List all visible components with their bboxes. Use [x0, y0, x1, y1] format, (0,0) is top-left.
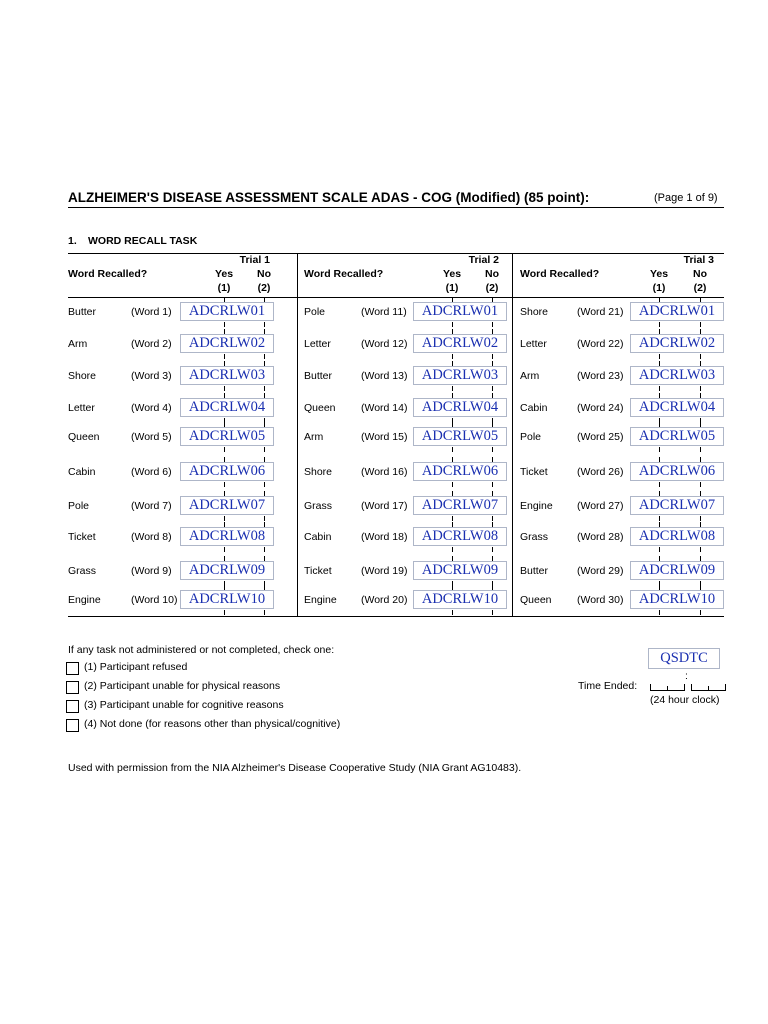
word-number: (Word 18)	[361, 531, 408, 543]
word-number: (Word 4)	[131, 402, 172, 414]
recall-word: Shore	[520, 306, 549, 318]
section-label: WORD RECALL TASK	[88, 235, 198, 247]
yes-label: Yes	[214, 268, 234, 280]
recall-code-field[interactable]: ADCRLW02	[180, 334, 274, 353]
no-code: (2)	[257, 282, 271, 294]
table-header-rule	[68, 297, 724, 298]
no-tick-bottom	[264, 354, 265, 359]
no-tick-bottom	[492, 447, 493, 452]
word-number: (Word 5)	[131, 431, 172, 443]
recall-word: Arm	[304, 431, 324, 443]
recall-code-field[interactable]: ADCRLW02	[630, 334, 724, 353]
no-tick-top	[492, 522, 493, 527]
yes-tick-bottom	[452, 386, 453, 391]
yes-tick-bottom	[659, 447, 660, 452]
yes-tick-bottom	[452, 447, 453, 452]
yes-tick-top	[452, 522, 453, 527]
word-number: (Word 30)	[577, 594, 624, 606]
yes-tick-top	[452, 457, 453, 462]
page-number: (Page 1 of 9)	[654, 192, 718, 204]
yes-tick-top	[224, 585, 225, 590]
yes-label: Yes	[442, 268, 462, 280]
recall-word: Cabin	[304, 531, 332, 543]
yes-tick-bottom	[452, 610, 453, 615]
recall-code-field[interactable]: ADCRLW04	[630, 398, 724, 417]
yes-label: Yes	[649, 268, 669, 280]
no-tick-top	[492, 585, 493, 590]
recall-code-field[interactable]: ADCRLW10	[413, 590, 507, 609]
yes-tick-top	[659, 361, 660, 366]
option-checkbox-2[interactable]	[66, 681, 79, 694]
yes-code: (1)	[652, 282, 666, 294]
yes-tick-top	[659, 556, 660, 561]
no-tick-bottom	[264, 610, 265, 615]
yes-tick-top	[452, 422, 453, 427]
word-number: (Word 8)	[131, 531, 172, 543]
yes-tick-bottom	[452, 354, 453, 359]
no-tick-top	[264, 522, 265, 527]
recall-code-field[interactable]: ADCRLW05	[630, 427, 724, 446]
yes-tick-top	[452, 329, 453, 334]
yes-tick-bottom	[452, 547, 453, 552]
no-tick-top	[700, 585, 701, 590]
yes-tick-top	[224, 361, 225, 366]
yes-tick-top	[224, 457, 225, 462]
word-number: (Word 10)	[131, 594, 178, 606]
no-tick-bottom	[700, 516, 701, 521]
no-tick-bottom	[492, 386, 493, 391]
word-number: (Word 17)	[361, 500, 408, 512]
word-number: (Word 11)	[361, 306, 407, 318]
recall-code-field[interactable]: ADCRLW07	[413, 496, 507, 515]
yes-tick-bottom	[659, 547, 660, 552]
recall-word: Cabin	[68, 466, 96, 478]
recall-word: Shore	[304, 466, 333, 478]
yes-tick-bottom	[659, 516, 660, 521]
word-number: (Word 29)	[577, 565, 624, 577]
yes-tick-top	[224, 491, 225, 496]
recall-code-field[interactable]: ADCRLW09	[413, 561, 507, 580]
no-tick-top	[264, 329, 265, 334]
recall-code-field[interactable]: ADCRLW06	[413, 462, 507, 481]
yes-tick-bottom	[224, 482, 225, 487]
recall-code-field[interactable]: ADCRLW09	[180, 561, 274, 580]
word-recalled-header: Word Recalled?	[304, 268, 384, 280]
no-tick-top	[700, 329, 701, 334]
time-ended-field[interactable]: QSDTC	[648, 648, 720, 669]
recall-word: Letter	[304, 338, 331, 350]
no-tick-bottom	[492, 322, 493, 327]
not-administered-prompt: If any task not administered or not completed, check one:	[68, 644, 335, 656]
no-tick-bottom	[700, 547, 701, 552]
word-number: (Word 27)	[577, 500, 624, 512]
yes-tick-bottom	[224, 354, 225, 359]
no-tick-bottom	[264, 516, 265, 521]
column-divider-1	[297, 253, 298, 616]
yes-tick-top	[224, 297, 225, 302]
time-separator: :	[685, 670, 688, 682]
no-tick-bottom	[492, 482, 493, 487]
recall-word: Butter	[68, 306, 97, 318]
recall-code-field[interactable]: ADCRLW06	[180, 462, 274, 481]
recall-code-field[interactable]: ADCRLW08	[180, 527, 274, 546]
yes-tick-bottom	[224, 610, 225, 615]
no-tick-top	[492, 422, 493, 427]
no-tick-bottom	[700, 447, 701, 452]
no-code: (2)	[485, 282, 499, 294]
word-recalled-header: Word Recalled?	[68, 268, 148, 280]
yes-tick-bottom	[659, 322, 660, 327]
yes-tick-bottom	[224, 516, 225, 521]
yes-tick-bottom	[224, 322, 225, 327]
word-number: (Word 7)	[131, 500, 172, 512]
word-number: (Word 9)	[131, 565, 172, 577]
word-number: (Word 20)	[361, 594, 408, 606]
no-tick-top	[492, 329, 493, 334]
trial-label-1: Trial 1	[239, 254, 270, 266]
recall-code-field[interactable]: ADCRLW01	[630, 302, 724, 321]
yes-tick-top	[659, 457, 660, 462]
yes-tick-top	[224, 522, 225, 527]
no-tick-top	[492, 491, 493, 496]
yes-code: (1)	[445, 282, 459, 294]
word-number: (Word 28)	[577, 531, 624, 543]
option-label-3: (3) Participant unable for cognitive reasons	[84, 699, 284, 711]
yes-tick-bottom	[452, 516, 453, 521]
recall-word: Grass	[520, 531, 549, 543]
word-number: (Word 26)	[577, 466, 624, 478]
yes-tick-top	[659, 393, 660, 398]
yes-tick-bottom	[452, 482, 453, 487]
recall-word: Engine	[68, 594, 101, 606]
word-number: (Word 16)	[361, 466, 408, 478]
recall-word: Queen	[68, 431, 100, 443]
option-label-2: (2) Participant unable for physical reasons	[84, 680, 281, 692]
option-label-4: (4) Not done (for reasons other than physical/cognitive)	[84, 718, 341, 730]
word-number: (Word 1)	[131, 306, 172, 318]
yes-code: (1)	[217, 282, 231, 294]
no-tick-top	[700, 457, 701, 462]
word-number: (Word 14)	[361, 402, 408, 414]
recall-word: Grass	[304, 500, 333, 512]
yes-tick-bottom	[224, 386, 225, 391]
no-tick-top	[264, 393, 265, 398]
yes-tick-top	[659, 491, 660, 496]
time-entry-boxes[interactable]	[648, 680, 728, 692]
no-tick-top	[700, 393, 701, 398]
no-tick-top	[264, 297, 265, 302]
no-tick-top	[492, 457, 493, 462]
recall-word: Pole	[304, 306, 326, 318]
no-tick-bottom	[264, 447, 265, 452]
yes-tick-top	[452, 297, 453, 302]
yes-tick-top	[224, 422, 225, 427]
no-tick-top	[264, 457, 265, 462]
yes-tick-top	[224, 329, 225, 334]
yes-tick-top	[659, 329, 660, 334]
trial-label-2: Trial 2	[468, 254, 499, 266]
word-number: (Word 12)	[361, 338, 408, 350]
recall-word: Butter	[520, 565, 549, 577]
recall-word: Shore	[68, 370, 97, 382]
no-tick-bottom	[492, 610, 493, 615]
permission-note: Used with permission from the NIA Alzheimer's Disease Cooperative Study (NIA Grant AG10483).	[68, 762, 522, 774]
section-heading	[68, 235, 197, 247]
yes-tick-top	[452, 491, 453, 496]
no-tick-top	[700, 491, 701, 496]
no-tick-bottom	[700, 482, 701, 487]
no-label: No	[257, 268, 271, 280]
recall-word: Ticket	[520, 466, 548, 478]
word-number: (Word 23)	[577, 370, 624, 382]
no-label: No	[693, 268, 707, 280]
column-divider-2	[512, 253, 513, 616]
recall-word: Grass	[68, 565, 97, 577]
yes-tick-bottom	[659, 482, 660, 487]
no-tick-top	[264, 585, 265, 590]
recall-code-field[interactable]: ADCRLW03	[630, 366, 724, 385]
option-checkbox-4[interactable]	[66, 719, 79, 732]
recall-code-field[interactable]: ADCRLW01	[180, 302, 274, 321]
yes-tick-bottom	[659, 354, 660, 359]
recall-word: Letter	[520, 338, 547, 350]
no-tick-bottom	[264, 482, 265, 487]
yes-tick-top	[659, 585, 660, 590]
recall-word: Pole	[520, 431, 542, 443]
word-number: (Word 21)	[577, 306, 624, 318]
word-number: (Word 13)	[361, 370, 408, 382]
no-tick-top	[264, 556, 265, 561]
no-tick-top	[700, 556, 701, 561]
recall-code-field[interactable]: ADCRLW04	[180, 398, 274, 417]
word-number: (Word 6)	[131, 466, 172, 478]
recall-code-field[interactable]: ADCRLW07	[630, 496, 724, 515]
recall-word: Arm	[68, 338, 88, 350]
no-tick-top	[264, 422, 265, 427]
recall-word: Ticket	[304, 565, 332, 577]
no-tick-top	[492, 393, 493, 398]
recall-code-field[interactable]: ADCRLW08	[630, 527, 724, 546]
word-number: (Word 22)	[577, 338, 624, 350]
yes-tick-top	[452, 556, 453, 561]
recall-word: Engine	[520, 500, 553, 512]
yes-tick-top	[659, 522, 660, 527]
yes-tick-top	[452, 393, 453, 398]
yes-tick-bottom	[659, 386, 660, 391]
no-tick-top	[700, 361, 701, 366]
no-tick-bottom	[700, 386, 701, 391]
recall-code-field[interactable]: ADCRLW03	[180, 366, 274, 385]
yes-tick-top	[452, 585, 453, 590]
word-number: (Word 25)	[577, 431, 624, 443]
no-tick-bottom	[492, 516, 493, 521]
yes-tick-top	[659, 422, 660, 427]
recall-word: Butter	[304, 370, 333, 382]
option-checkbox-1[interactable]	[66, 662, 79, 675]
no-tick-top	[264, 491, 265, 496]
recall-code-field[interactable]: ADCRLW09	[630, 561, 724, 580]
no-tick-bottom	[700, 354, 701, 359]
recall-word: Queen	[304, 402, 336, 414]
no-tick-bottom	[700, 322, 701, 327]
recall-word: Ticket	[68, 531, 96, 543]
no-tick-top	[492, 556, 493, 561]
yes-tick-bottom	[452, 322, 453, 327]
no-tick-bottom	[492, 547, 493, 552]
time-ended-label: Time Ended:	[578, 680, 638, 692]
yes-tick-top	[224, 393, 225, 398]
table-top-rule	[68, 253, 724, 254]
recall-word: Queen	[520, 594, 552, 606]
recall-word: Letter	[68, 402, 95, 414]
no-tick-top	[492, 297, 493, 302]
recall-code-field[interactable]: ADCRLW05	[180, 427, 274, 446]
recall-code-field[interactable]: ADCRLW08	[413, 527, 507, 546]
recall-word: Engine	[304, 594, 337, 606]
recall-code-field[interactable]: ADCRLW05	[413, 427, 507, 446]
recall-code-field[interactable]: ADCRLW01	[413, 302, 507, 321]
no-code: (2)	[693, 282, 707, 294]
word-number: (Word 3)	[131, 370, 172, 382]
title-rule	[68, 207, 724, 208]
table-bottom-rule	[68, 616, 724, 617]
no-tick-bottom	[264, 386, 265, 391]
yes-tick-bottom	[224, 547, 225, 552]
word-number: (Word 19)	[361, 565, 408, 577]
form-title: ALZHEIMER'S DISEASE ASSESSMENT SCALE ADAS - COG (Modified) (85 point):	[68, 190, 590, 205]
recall-word: Cabin	[520, 402, 548, 414]
option-label-1: (1) Participant refused	[84, 661, 188, 673]
recall-word: Pole	[68, 500, 90, 512]
recall-code-field[interactable]: ADCRLW03	[413, 366, 507, 385]
time-format-note: (24 hour clock)	[650, 694, 720, 706]
recall-code-field[interactable]: ADCRLW07	[180, 496, 274, 515]
recall-code-field[interactable]: ADCRLW06	[630, 462, 724, 481]
no-tick-top	[700, 297, 701, 302]
word-recalled-header: Word Recalled?	[520, 268, 600, 280]
recall-code-field[interactable]: ADCRLW10	[180, 590, 274, 609]
no-tick-bottom	[492, 354, 493, 359]
yes-tick-bottom	[224, 447, 225, 452]
no-label: No	[485, 268, 499, 280]
trial-label-3: Trial 3	[683, 254, 714, 266]
yes-tick-top	[224, 556, 225, 561]
yes-tick-top	[659, 297, 660, 302]
no-tick-bottom	[700, 610, 701, 615]
no-tick-top	[700, 422, 701, 427]
no-tick-top	[492, 361, 493, 366]
no-tick-top	[264, 361, 265, 366]
recall-code-field[interactable]: ADCRLW04	[413, 398, 507, 417]
yes-tick-bottom	[659, 610, 660, 615]
word-number: (Word 24)	[577, 402, 624, 414]
no-tick-bottom	[264, 547, 265, 552]
no-tick-bottom	[264, 322, 265, 327]
word-number: (Word 2)	[131, 338, 172, 350]
section-number: 1.	[68, 235, 77, 247]
recall-code-field[interactable]: ADCRLW10	[630, 590, 724, 609]
recall-word: Arm	[520, 370, 540, 382]
yes-tick-top	[452, 361, 453, 366]
option-checkbox-3[interactable]	[66, 700, 79, 713]
word-number: (Word 15)	[361, 431, 408, 443]
recall-code-field[interactable]: ADCRLW02	[413, 334, 507, 353]
no-tick-top	[700, 522, 701, 527]
